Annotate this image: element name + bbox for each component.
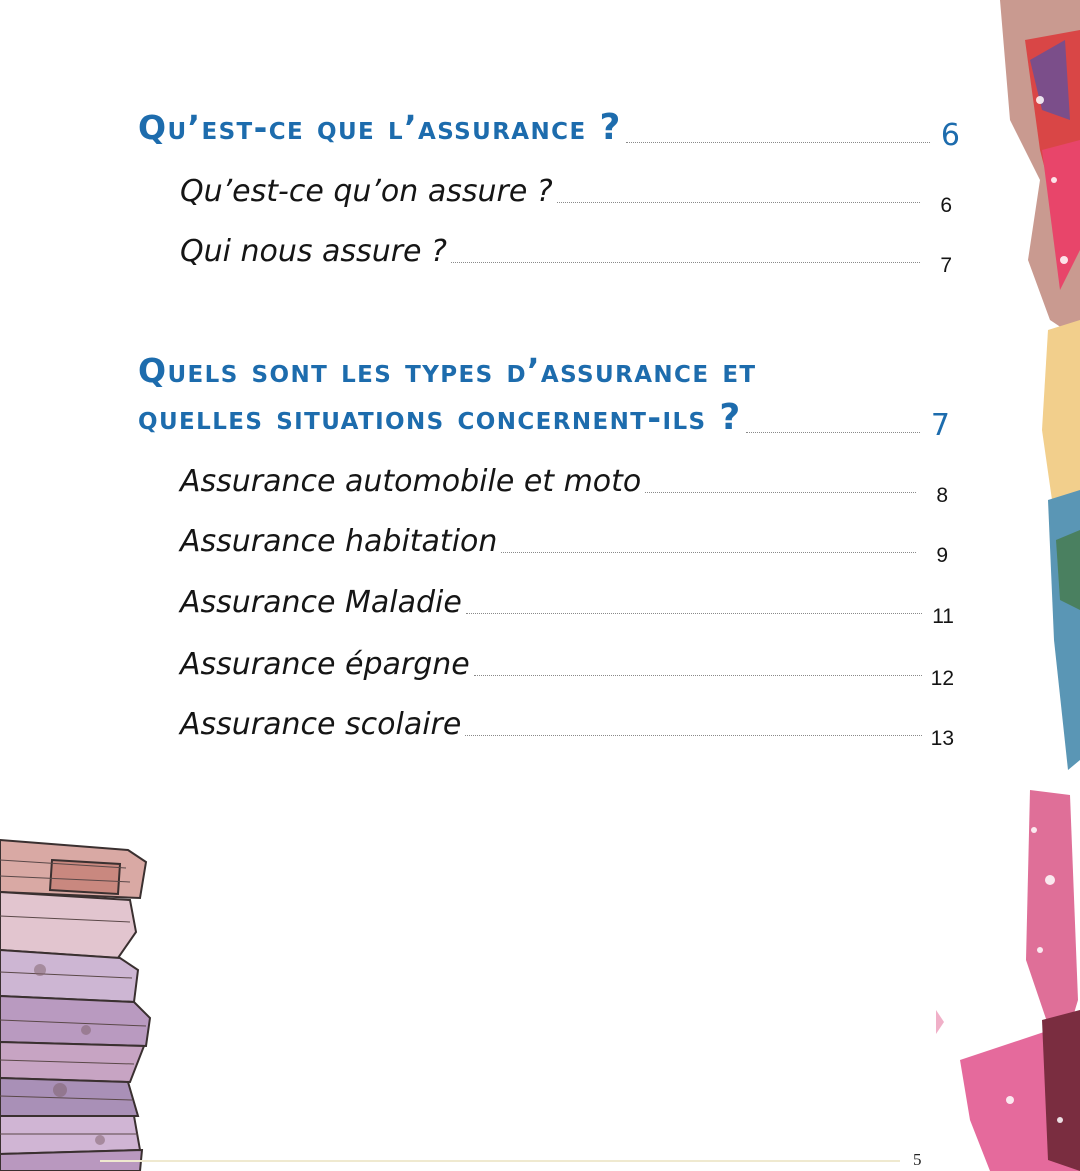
toc-item[interactable] xyxy=(180,705,954,750)
dot-leader xyxy=(557,202,920,203)
dot-leader xyxy=(474,675,922,676)
toc-item-label: Qui nous assure ? xyxy=(180,234,447,269)
book-stack-illustration xyxy=(0,820,160,1171)
toc-item-label: Qu’est-ce qu’on assure ? xyxy=(180,174,553,209)
dot-leader xyxy=(466,613,922,614)
toc-item[interactable] xyxy=(180,583,954,628)
toc-item-page: 9 xyxy=(936,544,948,567)
toc-item-label: Assurance Maladie xyxy=(180,585,462,620)
dot-leader xyxy=(465,735,922,736)
toc-item-page: 11 xyxy=(932,605,954,628)
toc-item-label: Assurance scolaire xyxy=(180,707,462,742)
toc-item-page: 12 xyxy=(930,667,954,690)
toc-item-page: 6 xyxy=(940,194,952,217)
toc-item-page: 13 xyxy=(930,727,954,750)
toc-item-label: Assurance épargne xyxy=(180,647,470,682)
toc-section-1[interactable] xyxy=(138,104,960,152)
section-page-number: 7 xyxy=(930,408,950,443)
dot-leader xyxy=(746,432,920,433)
section-page-number: 6 xyxy=(940,118,960,153)
toc-item-page: 8 xyxy=(936,484,948,507)
section-title xyxy=(138,104,622,152)
toc-item-page: 7 xyxy=(940,254,952,277)
toc-item[interactable] xyxy=(180,172,952,217)
section-title-text: quelles situations concernent-ils xyxy=(138,398,707,437)
section-title-text: Qu’est-ce que l’assurance xyxy=(138,108,587,147)
toc-item-label: Assurance automobile et moto xyxy=(180,464,642,499)
toc-item[interactable] xyxy=(180,232,952,277)
dot-leader xyxy=(501,552,916,553)
section-title-line-2 xyxy=(138,394,742,442)
toc-section-2[interactable] xyxy=(138,394,950,442)
dot-leader xyxy=(626,142,930,143)
section-title-line-1: Quels sont les types d’assurance et xyxy=(138,351,757,390)
page-number: 5 xyxy=(913,1150,922,1169)
toc-item[interactable] xyxy=(180,522,948,567)
toc-item-label: Assurance habitation xyxy=(180,524,498,559)
paint-strip-decoration xyxy=(930,0,1080,1171)
toc-item[interactable] xyxy=(180,645,954,690)
toc-item[interactable] xyxy=(180,462,948,507)
dot-leader xyxy=(451,262,920,263)
dot-leader xyxy=(645,492,916,493)
question-mark: ? xyxy=(719,397,742,438)
question-mark: ? xyxy=(599,107,622,148)
footer-rule xyxy=(100,1160,900,1162)
